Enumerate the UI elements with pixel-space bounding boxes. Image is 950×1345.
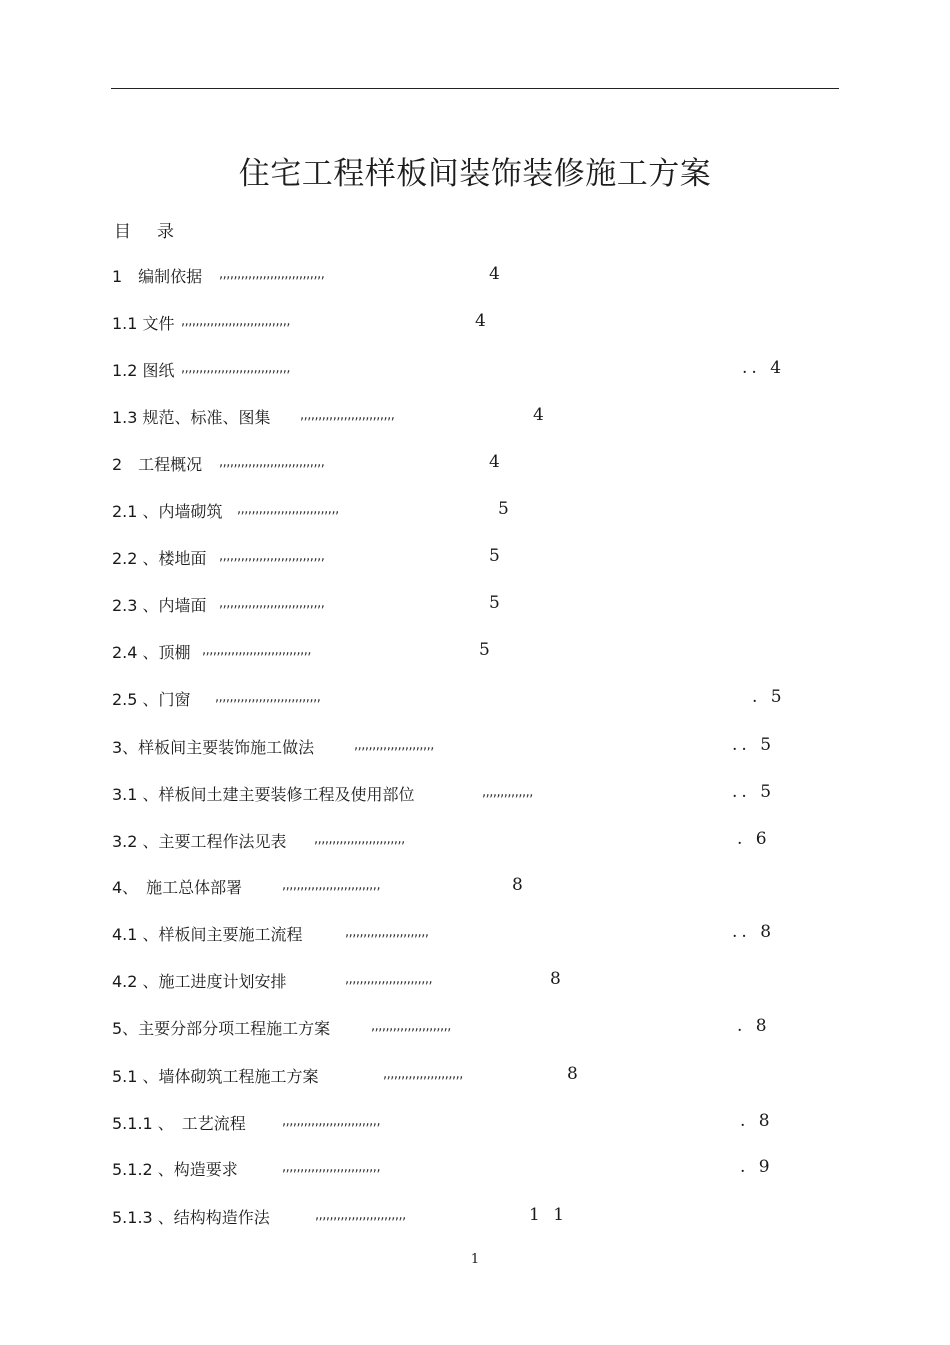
toc-heading bbox=[114, 217, 174, 242]
toc-entry-leader: ,,,,,,,,,,,,,,,,,,,,,,,,,,,,,, bbox=[202, 643, 311, 658]
page-number: 1 bbox=[470, 1252, 480, 1267]
toc-entry-label: 4、 施工总体部署 bbox=[112, 878, 243, 897]
toc-entry-leader: ,,,,,,,,,,,,,,,,,,,,,,,,,, bbox=[300, 408, 395, 423]
toc-entry[interactable] bbox=[112, 687, 812, 709]
toc-entry-leader: ,,,,,,,,,,,,,,,,,,,,,,,,,,,,, bbox=[219, 267, 325, 282]
toc-entry-leader: ,,,,,,,,,,,,,,,,,,,,,, bbox=[354, 738, 434, 753]
toc-entry-page: 5 bbox=[498, 499, 513, 519]
toc-entry-label: 5.1.2 、构造要求 bbox=[112, 1160, 238, 1179]
toc-entry-page: 4 bbox=[489, 452, 504, 472]
toc-entry-leader: ,,,,,,,,,,,,,,,,,,,,,,,,,,,,, bbox=[219, 549, 325, 564]
toc-entry-leader: ,,,,,,,,,,,,,, bbox=[482, 785, 533, 800]
toc-entry-page: .. 5 bbox=[732, 735, 776, 755]
toc-heading-char-1: 目 bbox=[114, 222, 131, 242]
toc-entry-leader: ,,,,,,,,,,,,,,,,,,,,,,,,, bbox=[315, 1208, 406, 1223]
toc-entry-label: 2.1 、内墙砌筑 bbox=[112, 502, 223, 521]
toc-entry-label: 4.1 、样板间主要施工流程 bbox=[112, 925, 303, 944]
toc-entry-label: 5.1.3 、结构构造作法 bbox=[112, 1208, 270, 1227]
toc-entry-label: 1.1 文件 bbox=[112, 314, 175, 333]
toc-entry[interactable] bbox=[112, 452, 812, 474]
toc-entry-leader: ,,,,,,,,,,,,,,,,,,,,,,,,,,,, bbox=[237, 502, 339, 517]
toc-entry[interactable] bbox=[112, 1016, 812, 1038]
toc-entry-label: 2.3 、内墙面 bbox=[112, 596, 207, 615]
toc-entry[interactable] bbox=[112, 969, 812, 991]
toc-entry-label: 5.1 、墙体砌筑工程施工方案 bbox=[112, 1067, 319, 1086]
toc-entry-leader: ,,,,,,,,,,,,,,,,,,,,,,,,,,, bbox=[282, 1114, 381, 1129]
toc-entry[interactable] bbox=[112, 1064, 812, 1086]
toc-entry-page: 5 bbox=[479, 640, 494, 660]
toc-entry-leader: ,,,,,,,,,,,,,,,,,,,,,,,,, bbox=[314, 832, 405, 847]
toc-entry-page: 4 bbox=[533, 405, 548, 425]
toc-entry[interactable] bbox=[112, 735, 812, 757]
toc-entry-page: 8 bbox=[512, 875, 527, 895]
toc-entry-page: . 5 bbox=[752, 687, 786, 707]
toc-entry-leader: ,,,,,,,,,,,,,,,,,,,,,, bbox=[383, 1067, 463, 1082]
toc-entry-label: 1.3 规范、标准、图集 bbox=[112, 408, 271, 427]
toc-entry[interactable] bbox=[112, 782, 812, 804]
toc-entry-page: . 8 bbox=[737, 1016, 771, 1036]
toc-entry-label: 2 工程概况 bbox=[112, 455, 203, 474]
toc-entry-page: . 8 bbox=[740, 1111, 774, 1131]
toc-entry-page: 8 bbox=[550, 969, 565, 989]
toc-entry[interactable] bbox=[112, 829, 812, 851]
toc-entry-label: 3.1 、样板间土建主要装修工程及使用部位 bbox=[112, 785, 415, 804]
header-rule bbox=[111, 88, 839, 89]
toc-entry-label: 3、样板间主要装饰施工做法 bbox=[112, 738, 315, 757]
toc-entry-page: 8 bbox=[567, 1064, 582, 1084]
toc-entry-leader: ,,,,,,,,,,,,,,,,,,,,,,,, bbox=[345, 972, 433, 987]
toc-entry-leader: ,,,,,,,,,,,,,,,,,,,,,,,,,,,,,, bbox=[181, 314, 290, 329]
toc-entry-leader: ,,,,,,,,,,,,,,,,,,,,,,,,,,,,, bbox=[219, 596, 325, 611]
document-title: 住宅工程样板间装饰装修施工方案 bbox=[238, 156, 712, 192]
toc-entry-leader: ,,,,,,,,,,,,,,,,,,,,,,,,,,,,, bbox=[215, 690, 321, 705]
toc-entry-label: 3.2 、主要工程作法见表 bbox=[112, 832, 287, 851]
toc-heading-char-2: 录 bbox=[157, 222, 174, 242]
toc-entry[interactable] bbox=[112, 546, 812, 568]
toc-entry-label: 2.5 、门窗 bbox=[112, 690, 191, 709]
toc-entry-leader: ,,,,,,,,,,,,,,,,,,,,,,,,,,, bbox=[282, 1160, 381, 1175]
toc-entry-page: .. 4 bbox=[742, 358, 786, 378]
toc-entry[interactable] bbox=[112, 264, 812, 286]
toc-entry[interactable] bbox=[112, 311, 812, 333]
toc-entry-label: 5.1.1 、 工艺流程 bbox=[112, 1114, 246, 1133]
toc-entry[interactable] bbox=[112, 875, 812, 897]
toc-entry-page: 4 bbox=[475, 311, 490, 331]
toc-entry-page: 5 bbox=[489, 546, 504, 566]
toc-entry[interactable] bbox=[112, 922, 812, 944]
toc-entry[interactable] bbox=[112, 1205, 812, 1227]
toc-entry[interactable] bbox=[112, 593, 812, 615]
toc-entry-label: 1.2 图纸 bbox=[112, 361, 175, 380]
toc-entry-leader: ,,,,,,,,,,,,,,,,,,,,,,,,,,,,, bbox=[219, 455, 325, 470]
toc-entry[interactable] bbox=[112, 499, 812, 521]
toc-entry-page: . 6 bbox=[737, 829, 771, 849]
toc-entry-page: 1 1 bbox=[529, 1205, 569, 1225]
toc-entry-page: .. 8 bbox=[732, 922, 776, 942]
toc-entry-label: 2.2 、楼地面 bbox=[112, 549, 207, 568]
toc-entry[interactable] bbox=[112, 1157, 812, 1179]
toc-entry-page: .. 5 bbox=[732, 782, 776, 802]
toc-entry-page: 5 bbox=[489, 593, 504, 613]
toc-entry-label: 4.2 、施工进度计划安排 bbox=[112, 972, 287, 991]
toc-entry-label: 2.4 、顶棚 bbox=[112, 643, 191, 662]
toc-entry-leader: ,,,,,,,,,,,,,,,,,,,,,,,,,,, bbox=[282, 878, 381, 893]
toc-entry-page: 4 bbox=[489, 264, 504, 284]
toc-entry[interactable] bbox=[112, 1111, 812, 1133]
toc-entry-leader: ,,,,,,,,,,,,,,,,,,,,,, bbox=[371, 1019, 451, 1034]
toc-entry[interactable] bbox=[112, 405, 812, 427]
toc-entry-leader: ,,,,,,,,,,,,,,,,,,,,,,, bbox=[345, 925, 429, 940]
toc-entry-page: . 9 bbox=[740, 1157, 774, 1177]
toc-entry-label: 1 编制依据 bbox=[112, 267, 203, 286]
toc-entry[interactable] bbox=[112, 640, 812, 662]
toc-entry-leader: ,,,,,,,,,,,,,,,,,,,,,,,,,,,,,, bbox=[181, 361, 290, 376]
toc-entry[interactable] bbox=[112, 358, 812, 380]
toc-entry-label: 5、主要分部分项工程施工方案 bbox=[112, 1019, 331, 1038]
